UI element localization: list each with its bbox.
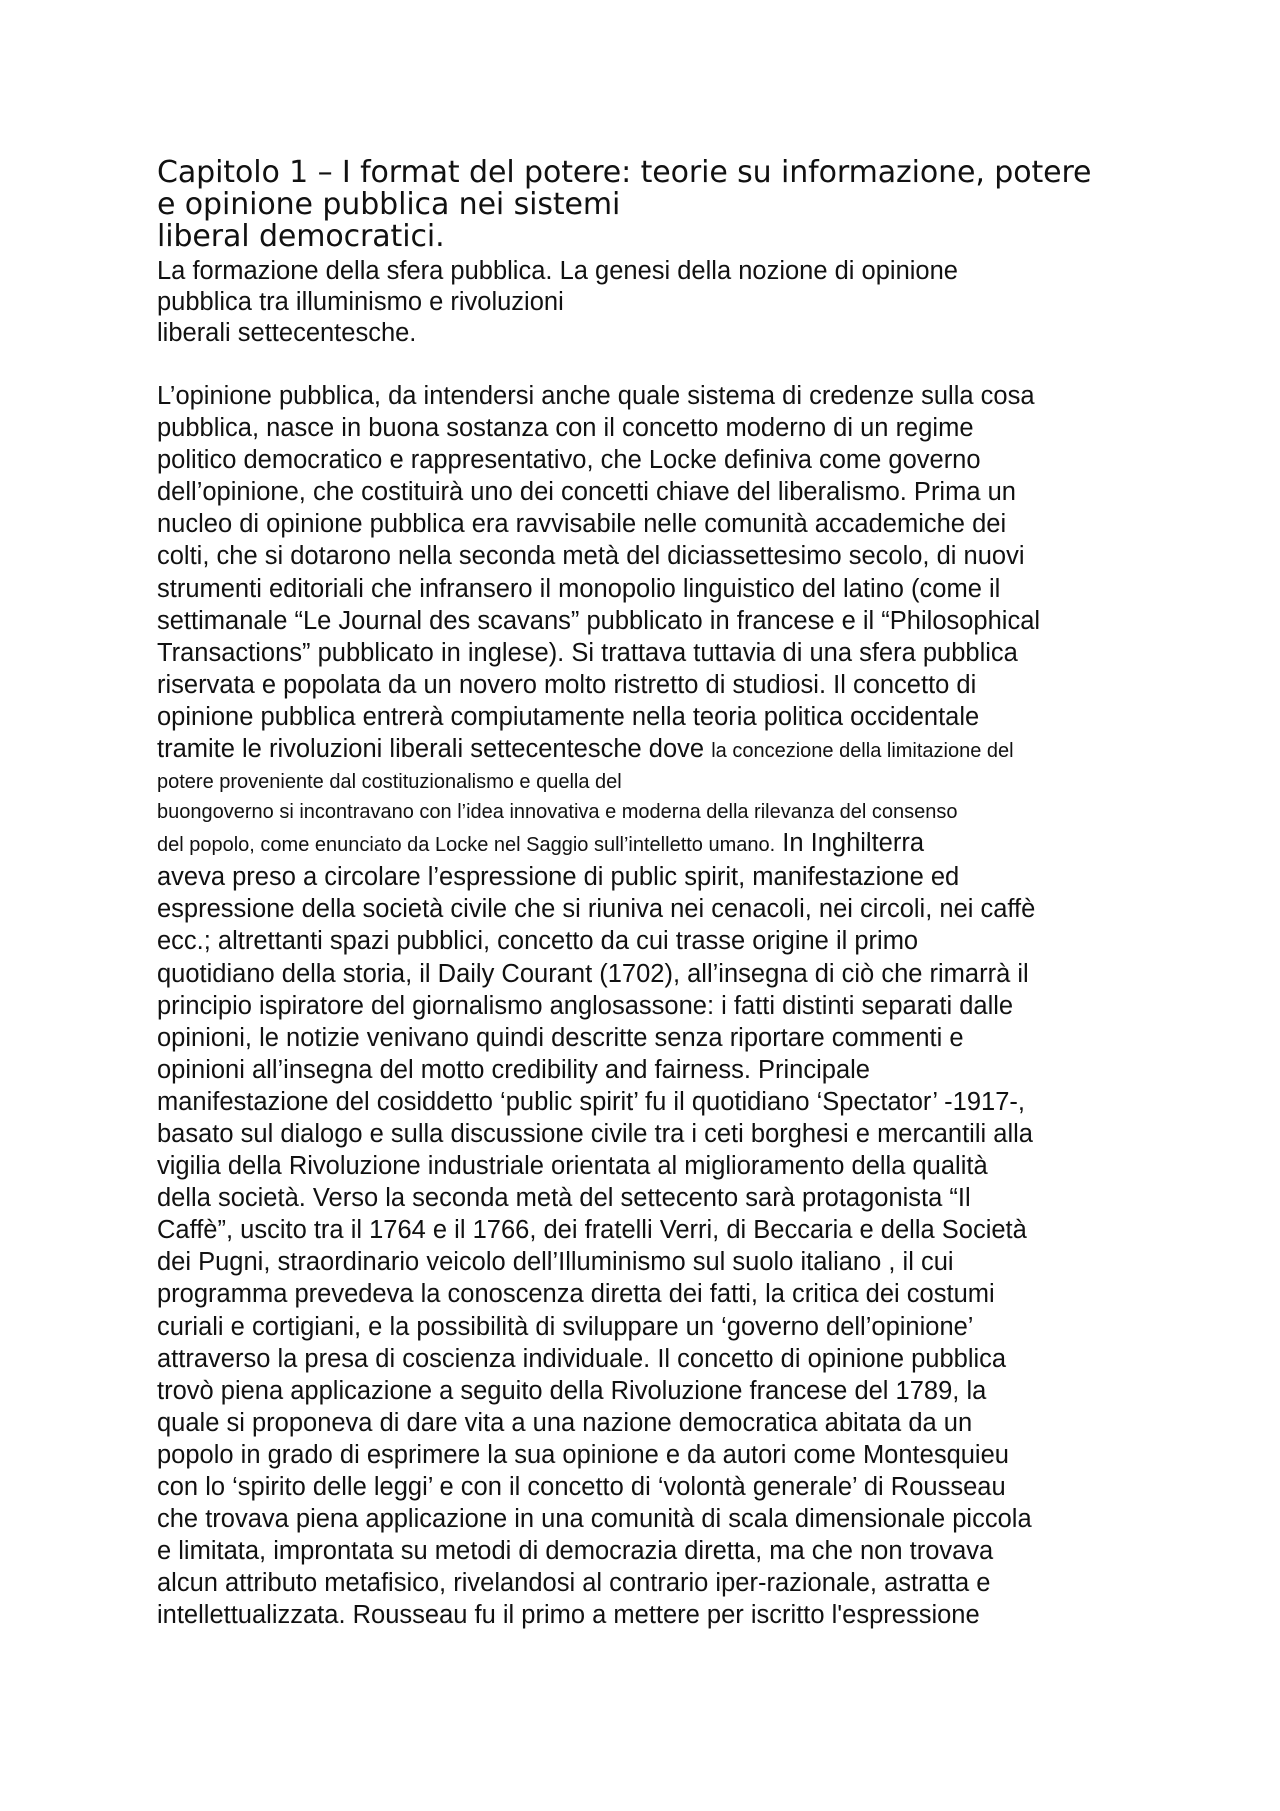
body-line: intellettualizzata. Rousseau fu il primo a mettere per iscritto l'espressione xyxy=(157,1601,980,1630)
chapter-title-line: e opinione pubblica nei sistemi xyxy=(157,187,621,222)
body-line: principio ispiratore del giornalismo anglosassone: i fatti distinti separati dalle xyxy=(157,991,1014,1020)
paragraph-gap xyxy=(157,349,1137,380)
body-line: riservata e popolata da un novero molto ristretto di studiosi. Il concetto di xyxy=(157,670,977,699)
body-line: politico democratico e rappresentativo, che Locke definiva come governo xyxy=(157,446,981,475)
chapter-title xyxy=(157,157,1137,253)
body-text-normal: In Inghilterra xyxy=(775,829,925,858)
body-line: opinione pubblica entrerà compiutamente nella teoria politica occidentale xyxy=(157,702,980,731)
body-line-small: buongoverno si incontravano con l’idea innovativa e moderna della rilevanza del consenso xyxy=(157,801,958,824)
body-line: trovò piena applicazione a seguito della Rivoluzione francese del 1789, la xyxy=(157,1376,987,1405)
body-line: dell’opinione, che costituirà uno dei concetti chiave del liberalismo. Prima un xyxy=(157,478,1016,507)
section-subtitle-line: liberali settecentesche. xyxy=(157,319,417,347)
body-line: espressione della società civile che si riuniva nei cenacoli, nei circoli, nei caffè xyxy=(157,895,1036,924)
body-line-mixed xyxy=(157,733,1137,767)
body-line: della società. Verso la seconda metà del settecento sarà protagonista “Il xyxy=(157,1184,971,1213)
body-line: nucleo di opinione pubblica era ravvisabile nelle comunità accademiche dei xyxy=(157,510,1007,539)
body-line: manifestazione del cosiddetto ‘public spirit’ fu il quotidiano ‘Spectator’ -1917-, xyxy=(157,1087,1025,1116)
body-line: basato sul dialogo e sulla discussione civile tra i ceti borghesi e mercantili alla xyxy=(157,1119,1033,1148)
body-line-mixed xyxy=(157,827,1137,861)
body-line: quotidiano della storia, il Daily Courant (1702), all’insegna di ciò che rimarrà il xyxy=(157,959,1029,988)
section-subtitle-line: La formazione della sfera pubblica. La genesi della nozione di opinione xyxy=(157,257,958,285)
body-line: aveva preso a circolare l’espressione di public spirit, manifestazione ed xyxy=(157,863,960,892)
body-line: quale si proponeva di dare vita a una nazione democratica abitata da un xyxy=(157,1408,973,1437)
body-line: con lo ‘spirito delle leggi’ e con il concetto di ‘volontà generale’ di Rousseau xyxy=(157,1473,1006,1501)
body-line: curiali e cortigiani, e la possibilità di sviluppare un ‘governo dell’opinione’ xyxy=(157,1312,974,1341)
body-line: programma prevedeva la conoscenza diretta dei fatti, la critica dei costumi xyxy=(157,1280,995,1309)
body-line: che trovava piena applicazione in una comunità di scala dimensionale piccola xyxy=(157,1505,1032,1534)
body-paragraph xyxy=(157,380,1137,1631)
body-line: popolo in grado di esprimere la sua opinione e da autori come Montesquieu xyxy=(157,1440,1009,1469)
body-text-small: del popolo, come enunciato da Locke nel Saggio sull’intelletto umano. xyxy=(157,834,776,857)
body-line: opinioni, le notizie venivano quindi descritte senza riportare commenti e xyxy=(157,1023,964,1052)
body-line: alcun attributo metafisico, rivelandosi al contrario iper-razionale, astratta e xyxy=(157,1569,991,1598)
chapter-title-line: Capitolo 1 – I format del potere: teorie su informazione, potere xyxy=(157,155,1092,190)
body-line: opinioni all’insegna del motto credibility and fairness. Principale xyxy=(157,1055,870,1084)
body-line: L’opinione pubblica, da intendersi anche quale sistema di credenze sulla cosa xyxy=(157,382,1035,410)
document-page xyxy=(157,157,1137,1631)
body-line: e limitata, improntata su metodi di democrazia diretta, ma che non trovava xyxy=(157,1537,994,1566)
body-line: pubblica, nasce in buona sostanza con il concetto moderno di un regime xyxy=(157,414,974,443)
body-line: vigilia della Rivoluzione industriale orientata al miglioramento della qualità xyxy=(157,1152,988,1181)
body-line-small: potere proveniente dal costituzionalismo e quella del xyxy=(157,771,622,794)
chapter-title-line: liberal democratici. xyxy=(157,219,445,254)
body-line: ecc.; altrettanti spazi pubblici, concetto da cui trasse origine il primo xyxy=(157,927,919,956)
body-line: settimanale “Le Journal des scavans” pubblicato in francese e il “Philosophical xyxy=(157,606,1041,635)
body-text-small: la concezione della limitazione del xyxy=(711,740,1014,763)
body-line: attraverso la presa di coscienza individuale. Il concetto di opinione pubblica xyxy=(157,1344,1007,1373)
body-line: Caffè”, uscito tra il 1764 e il 1766, dei fratelli Verri, di Beccaria e della Società xyxy=(157,1216,1027,1245)
body-text-normal: tramite le rivoluzioni liberali settecentesche dove xyxy=(157,735,712,764)
body-line: colti, che si dotarono nella seconda metà del diciassettesimo secolo, di nuovi xyxy=(157,542,1025,571)
section-subtitle xyxy=(157,256,1137,349)
body-line: strumenti editoriali che infransero il monopolio linguistico del latino (come il xyxy=(157,574,1001,603)
body-line: dei Pugni, straordinario veicolo dell’Illuminismo sul suolo italiano , il cui xyxy=(157,1248,954,1277)
section-subtitle-line: pubblica tra illuminismo e rivoluzioni xyxy=(157,288,564,316)
body-line: Transactions” pubblicato in inglese). Si trattava tuttavia di una sfera pubblica xyxy=(157,638,1018,667)
